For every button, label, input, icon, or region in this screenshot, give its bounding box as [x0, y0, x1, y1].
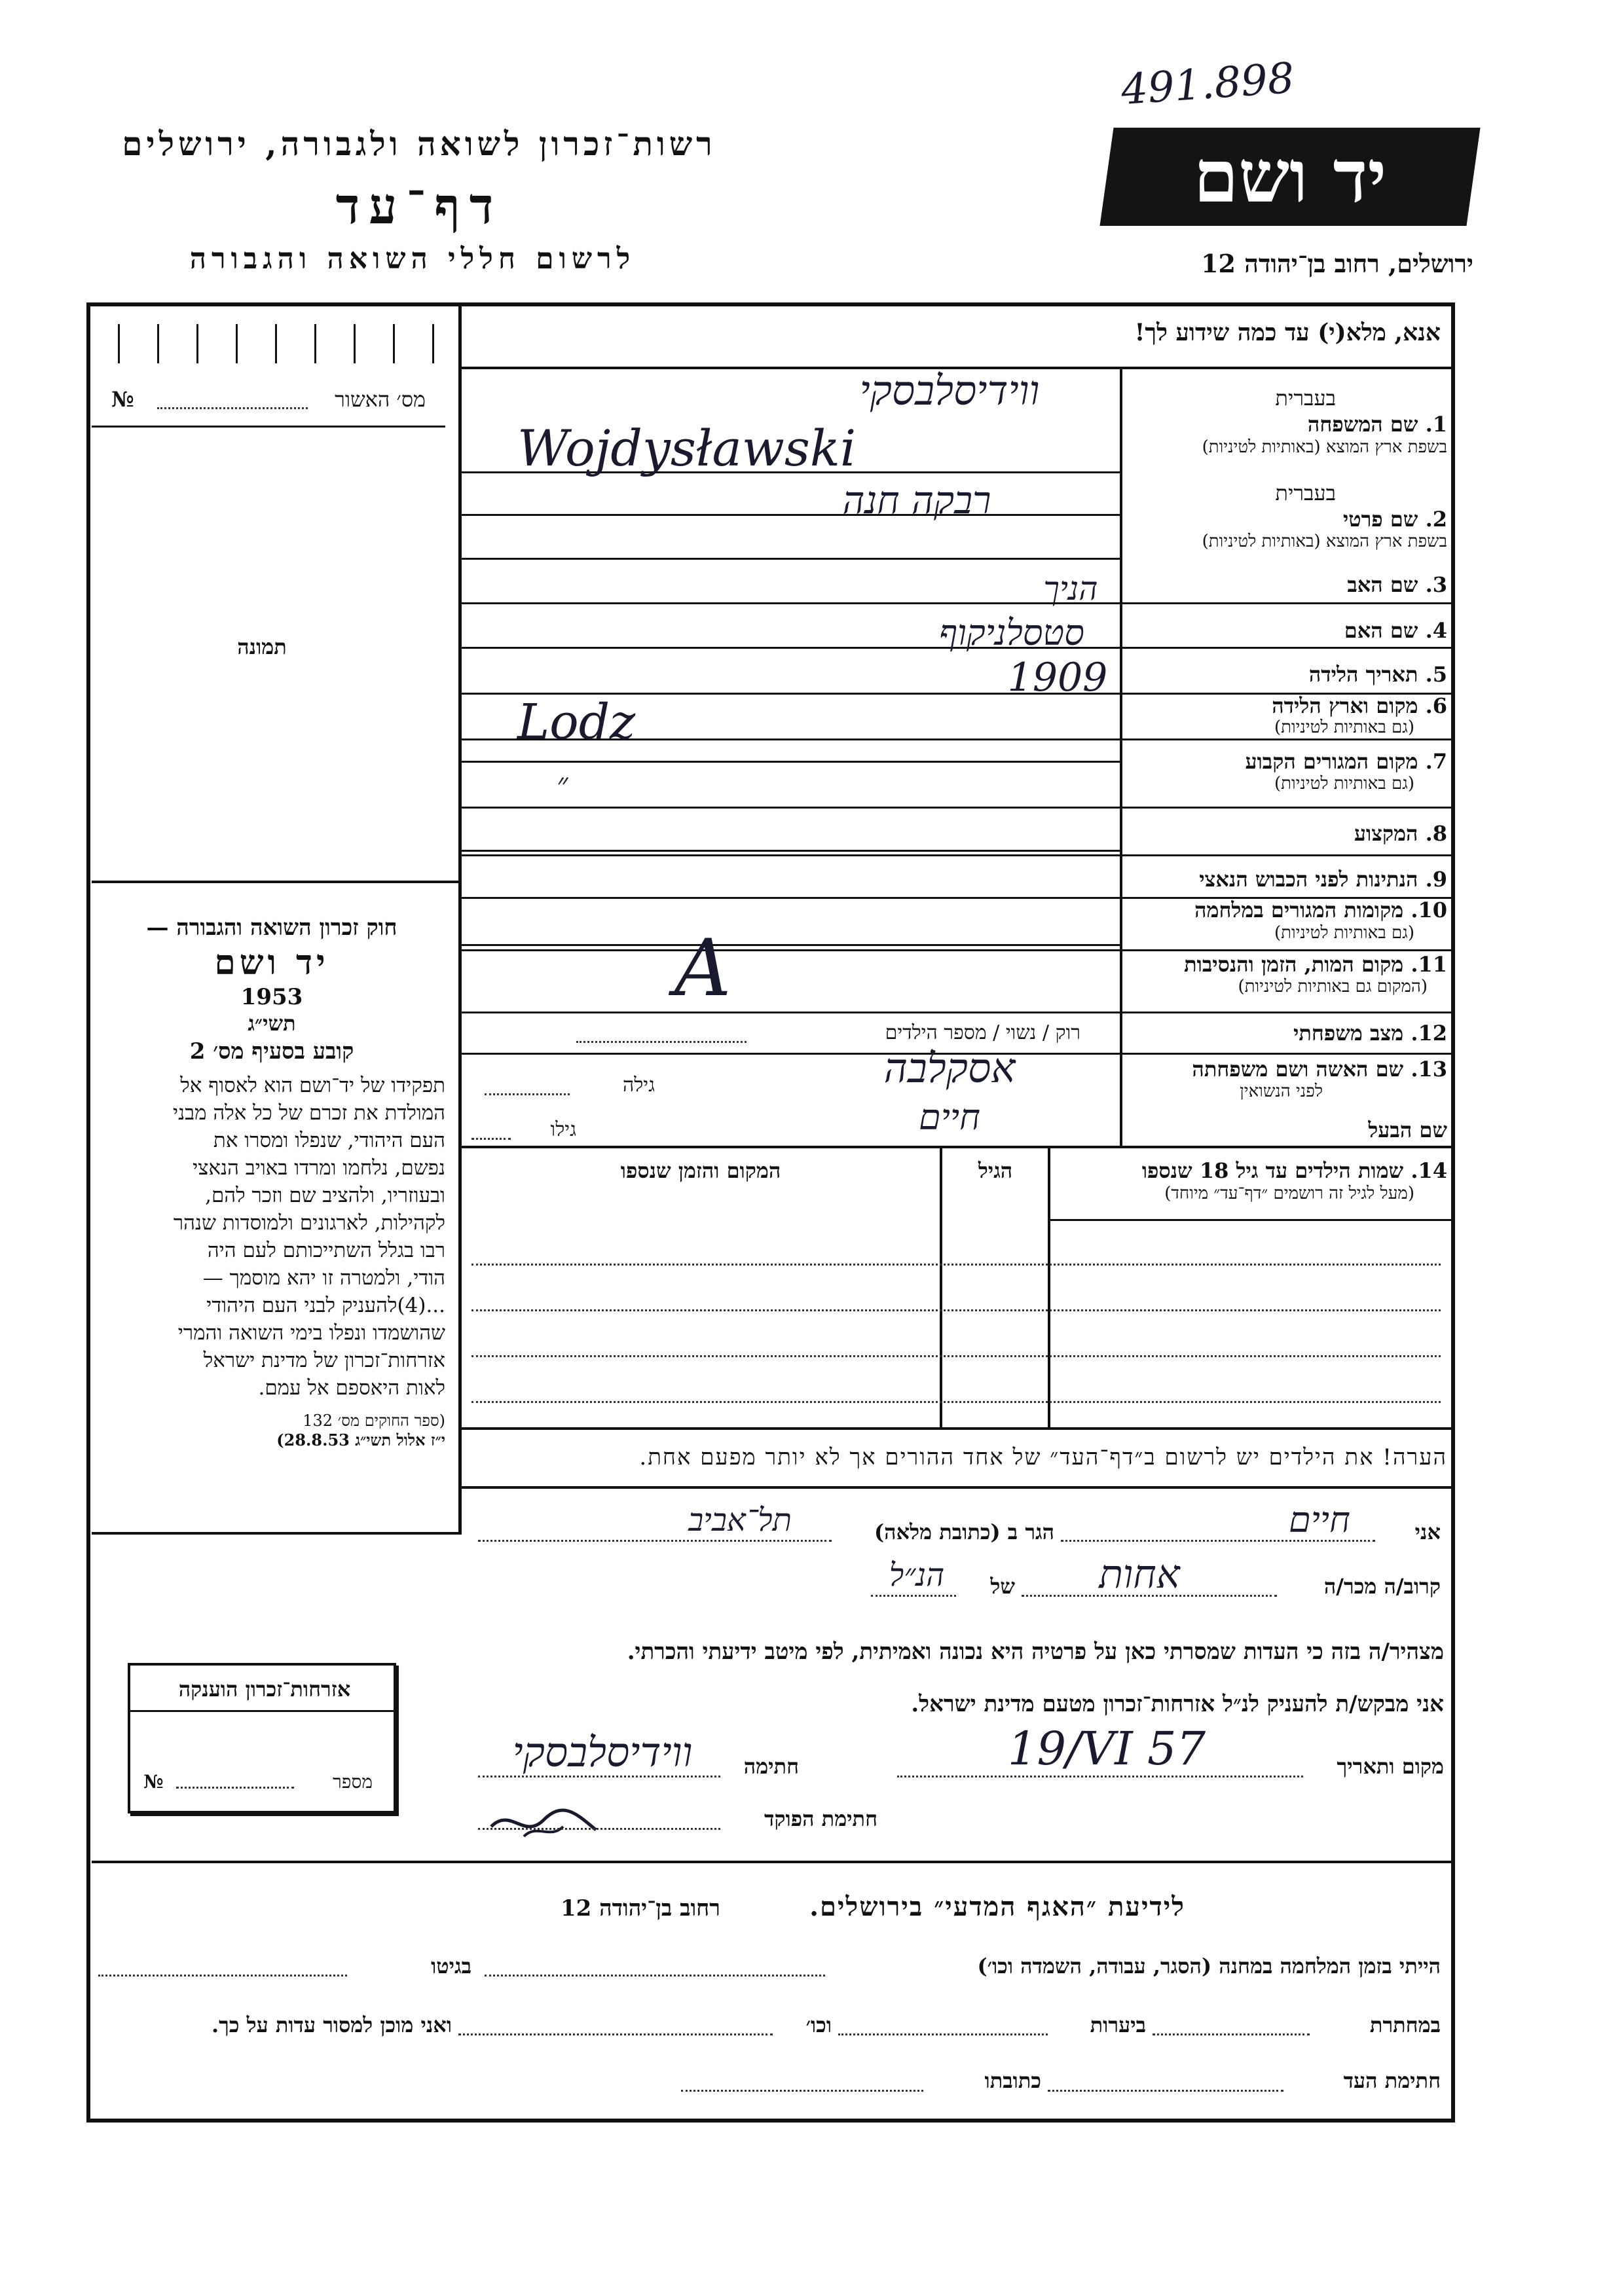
field-8-name: המקצוע [1354, 821, 1418, 846]
field-5-name: תאריך הלידה [1308, 662, 1418, 687]
relative-value: אחות [1099, 1552, 1180, 1597]
declaration-request: אני מבקש/ת להעניק לנ״ל אזרחות־זכרון מטעם מדינת ישראל. [911, 1691, 1444, 1717]
law-source-1: (ספר החוקים מס׳ 132 [303, 1412, 445, 1430]
field-9-num: 9. [1425, 867, 1447, 892]
field-6-value: Lodz [517, 694, 636, 750]
of-label: של [990, 1574, 1015, 1599]
field-8-label [1139, 822, 1447, 845]
field-7-label [1139, 750, 1447, 773]
field-3-num: 3. [1425, 572, 1447, 597]
husband-value: חיים [919, 1097, 980, 1138]
footer-witness-address: כתובתו [984, 2068, 1041, 2093]
archive-number: 491.898 [1119, 54, 1296, 115]
children-sub: (מעל לגיל זה רושמים ״דף־עד״ מיוחד) [1164, 1184, 1414, 1203]
field-13-num: 13. [1411, 1057, 1447, 1082]
authority-name: רשות־זכרון לשואה ולגבורה, ירושלים [122, 124, 716, 163]
law-text-line: תפקידו של יד־ושם הוא לאסוף אל [180, 1074, 445, 1097]
law-year-greg: 1953 [240, 984, 303, 1010]
citizenship-box-title: אזרחות־זכרון הוענקה [178, 1677, 351, 1702]
law-text [98, 1072, 445, 1402]
law-text-line: לקהילות, לארגונים ולמוסדות שנהר [173, 1211, 445, 1235]
field-13-label [1113, 1057, 1447, 1081]
field-1-name: שם המשפחה [1307, 412, 1418, 437]
footer-line1-camp: הייתי בזמן המלחמה במחנה (הסגר, עבודה, השמדה וכו׳) [977, 1954, 1441, 1978]
header-address: ירושלים, רחוב בן־יהודה 12 [1201, 249, 1473, 278]
field-11-value: A [674, 923, 731, 1014]
field-5-num: 5. [1425, 662, 1447, 687]
law-text-line: לאות היאספם אל עמם. [258, 1376, 445, 1400]
field-4-name: שם האם [1344, 618, 1418, 643]
field-1-hebrew-label: בעברית [1275, 386, 1336, 410]
footer-line1-ghetto: בגיטו [431, 1954, 471, 1978]
children-title: שמות הילדים עד גיל 18 שנספו [1141, 1158, 1404, 1183]
law-name: יד ושם [214, 943, 329, 983]
field-13-value: אסקלבה [883, 1044, 1016, 1092]
citizenship-number-label: מספר [333, 1771, 373, 1793]
field-7-name: מקום המגורים הקבוע [1245, 749, 1418, 774]
field-13-sub: לפני הנשואין [1240, 1082, 1323, 1101]
field-4-num: 4. [1425, 618, 1447, 643]
law-text-line: המולדת את זכרם של כל אלה מבני [172, 1101, 445, 1125]
husband-age-label: גילו [550, 1118, 576, 1141]
field-2-hebrew-label: בעברית [1275, 481, 1336, 505]
footer-witness-signature: חתימת העד [1343, 2068, 1441, 2093]
field-4-label [1139, 619, 1447, 642]
husband-label: שם הבעל [1368, 1118, 1447, 1142]
field-3-label [1139, 573, 1447, 596]
field-5-label [1139, 663, 1447, 686]
law-text-line: נפשם, נלחמו ומרדו באויב הנאצי [193, 1156, 445, 1180]
signature-label: חתימה [743, 1754, 799, 1779]
footer-line2-underground: במחתרת [1369, 2013, 1441, 2037]
field-2-name: שם פרטי [1342, 507, 1418, 532]
law-text-line: שהושמדו ונפלו בימי השואה והמרי [177, 1321, 445, 1345]
sidebar-divider [458, 302, 462, 1533]
officer-signature-scribble [485, 1800, 602, 1846]
field-12-name: מצב משפחתי [1293, 1021, 1404, 1046]
field-7-num: 7. [1425, 749, 1447, 774]
officer-signature-label: חתימת הפוקד [764, 1806, 877, 1831]
field-1-value-latin: Wojdysławski [517, 419, 857, 477]
field-6-name: מקום וארץ הלידה [1272, 693, 1418, 718]
field-12-label [1113, 1021, 1447, 1045]
law-clause: קובע בסעיף מס׳ 2 [189, 1038, 354, 1065]
field-11-num: 11. [1411, 952, 1447, 977]
children-note: הערה! את הילדים יש לרשום ב״דף־העד״ של אחד ההורים אך לא יותר מפעם אחת. [639, 1444, 1447, 1470]
law-text-line: הודי, ולמטרה זו יהא מוסמך — [202, 1266, 445, 1290]
declarant-value: חיים [1289, 1499, 1350, 1540]
citizenship-box [128, 1663, 396, 1813]
field-10-name: מקומות המגורים במלחמה [1194, 898, 1404, 922]
law-year-heb: תשי״ג [248, 1011, 296, 1036]
photo-label: תמונה [237, 634, 287, 659]
declarant-label: אני [1414, 1520, 1441, 1544]
approval-number-sign: № [111, 387, 134, 412]
field-1-sub: בשפת ארץ המוצא (באותיות לטיניות) [1202, 437, 1447, 457]
instruction: אנא, מלא(י) עד כמה שידוע לך! [1134, 319, 1441, 346]
marital-options: רוק / נשוי / מספר הילדים [885, 1021, 1080, 1044]
law-source-2: י״ז אלול תשי״ג 28.8.53) [276, 1430, 445, 1449]
field-11-name: מקום המות, הזמן והנסיבות [1184, 952, 1404, 977]
yad-vashem-logo [1099, 128, 1480, 226]
logo-text: יד ושם [1193, 134, 1387, 219]
law-text-line: רבו בגלל השתייכותם לעם היה [207, 1239, 445, 1262]
law-title: חוק זכרון השואה והגבורה — [146, 915, 397, 941]
signature-value: ווידיסלבסקי [512, 1728, 693, 1776]
wife-age-label: גילה [622, 1074, 655, 1097]
form-title: דף־עד [335, 177, 503, 235]
field-6-sub: (גם באותיות לטיניות) [1274, 718, 1414, 737]
field-6-num: 6. [1425, 693, 1447, 718]
footer-address: רחוב בן־יהודה 12 [560, 1895, 720, 1922]
children-num: 14. [1411, 1158, 1447, 1183]
footer-line2-forests: ביערות [1090, 2013, 1146, 2037]
approval-number-label: מס׳ האשור [335, 387, 426, 412]
of-value: הנ״ל [889, 1557, 945, 1594]
children-age-header: הגיל [978, 1158, 1013, 1183]
field-7-sub: (גם באותיות לטיניות) [1274, 774, 1414, 793]
field-3-value: הניך [1043, 570, 1098, 608]
field-1-value-hebrew: ווידיסלבסקי [859, 367, 1040, 414]
declaration-statement: מצהיר/ה בזה כי העדות שמסרתי כאן על פרטיה היא נכונה ואמיתית, לפי מיטב ידיעתי והכרתי. [627, 1639, 1444, 1665]
children-label [1074, 1159, 1447, 1182]
address-value: תל־אביב [688, 1502, 792, 1539]
field-9-name: הנתינות לפני הכבוש הנאצי [1199, 867, 1418, 892]
field-7-value: ״ [557, 766, 568, 801]
field-9-label [1113, 867, 1447, 891]
field-8-num: 8. [1425, 821, 1447, 846]
relative-label: קרוב/ה מכר/ה [1323, 1574, 1441, 1599]
field-11-sub: (המקום גם באותיות לטיניות) [1238, 977, 1428, 996]
field-10-num: 10. [1411, 898, 1447, 922]
field-2-label [1139, 507, 1447, 531]
field-12-num: 12. [1411, 1021, 1447, 1046]
law-text-line: העם היהודי, שנפלו ומסרו את [213, 1129, 445, 1152]
law-text-line: ...(4)להעניק לבני העם היהודי [206, 1294, 445, 1317]
tick-boxes [105, 324, 445, 363]
footer-line2-testimony: ואני מוכן למסור עדות על כך. [211, 2013, 452, 2037]
field-10-label [1113, 898, 1447, 922]
place-date-value: 19/VI 57 [1007, 1722, 1206, 1776]
law-text-line: ובעוזריו, ולהציב שם וזכר להם, [205, 1184, 445, 1207]
field-2-sub: בשפת ארץ המוצא (באותיות לטיניות) [1202, 532, 1447, 551]
field-13-name: שם האשה ושם משפחתה [1192, 1057, 1404, 1082]
form-subtitle: לרשום חללי השואה והגבורה [189, 242, 636, 276]
field-2-value-hebrew: רבקה חנה [842, 478, 991, 522]
field-5-value: 1909 [1007, 655, 1108, 701]
field-10-sub: (גם באותיות לטיניות) [1274, 923, 1414, 943]
field-11-label [1113, 953, 1447, 976]
field-1-num: 1. [1425, 412, 1447, 437]
law-section [98, 913, 445, 1450]
law-text-line: אזרחות־זכרון של מדינת ישראל [203, 1349, 445, 1372]
field-2-num: 2. [1425, 507, 1447, 532]
field-4-value: סטסלניקוף [939, 612, 1084, 653]
footer-title: לידיעת ״האגף המדעי״ בירושלים. [809, 1891, 1185, 1922]
citizenship-number-sign: № [143, 1771, 164, 1793]
field-3-name: שם האב [1347, 572, 1418, 597]
address-label: הגר ב (כתובת מלאה) [874, 1520, 1054, 1544]
place-date-label: מקום ותאריך [1337, 1754, 1444, 1779]
footer-line2-etc: וכו׳ [805, 2013, 832, 2037]
children-place-header: המקום והזמן שנספו [620, 1158, 781, 1183]
field-6-label [1139, 694, 1447, 718]
field-1-label [1139, 412, 1447, 436]
